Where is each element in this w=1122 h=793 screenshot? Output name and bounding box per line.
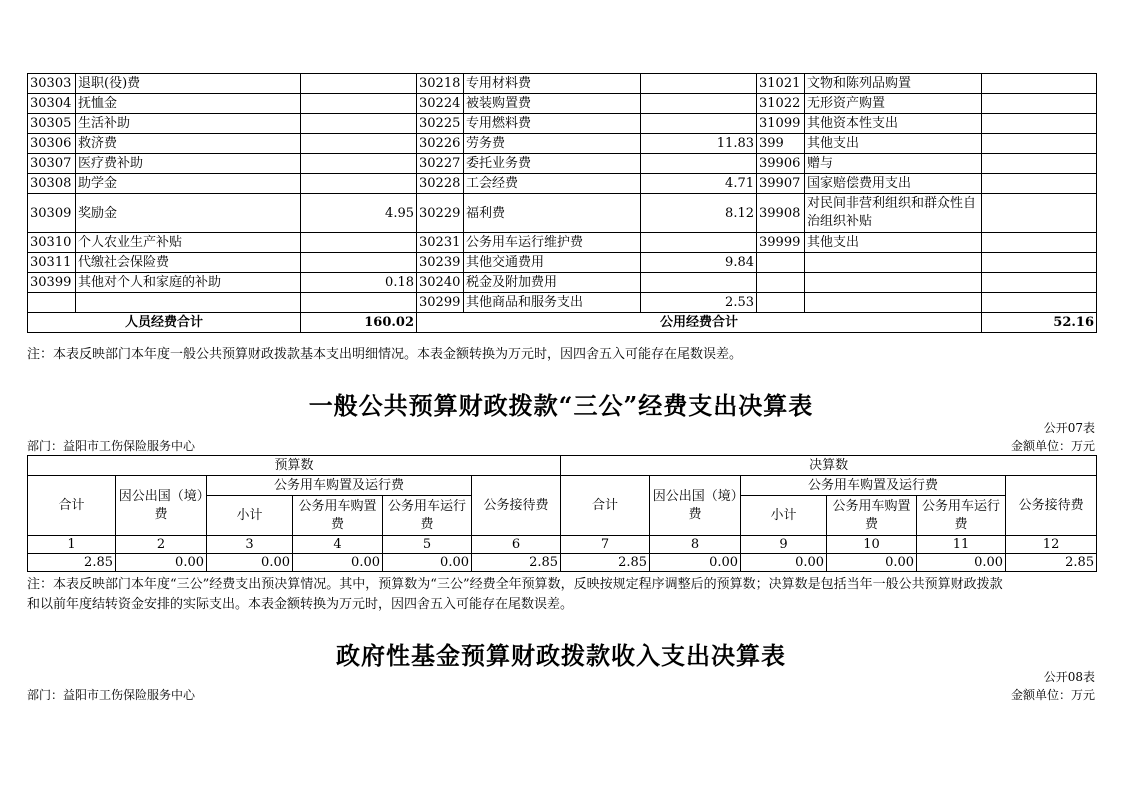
cell-value: 0.18 [301,273,417,293]
cell-name: 代缴社会保险费 [76,253,301,273]
cell-name: 奖励金 [76,194,301,233]
cell-value [641,273,757,293]
cell-code: 31099 [757,114,805,134]
table1-note: 注：本表反映部门本年度一般公共预算财政拨款基本支出明细情况。本表金额转换为万元时，因四舍五入可能存在尾数误差。 [27,347,743,362]
gov-fund-title: 政府性基金预算财政拨款收入支出决算表 [336,641,786,670]
cell-name: 劳务费 [464,134,641,154]
column-number: 3 [207,536,293,554]
table-row [28,194,1097,233]
total-personnel-value: 160.02 [301,313,417,333]
column-number: 9 [741,536,827,554]
cell-name: 专用燃料费 [464,114,641,134]
final-abroad-header: 因公出国（境）费 [650,476,741,536]
table-row [28,174,1097,194]
cell-name: 生活补助 [76,114,301,134]
cell-name: 其他支出 [805,134,982,154]
amount-value: 0.00 [383,554,472,572]
cell-name [805,273,982,293]
cell-code: 30304 [28,94,76,114]
cell-code: 30299 [417,293,464,313]
basic-expenditure-detail-table [27,73,1097,333]
cell-code: 30310 [28,233,76,253]
cell-name: 退职(役)费 [76,74,301,94]
amount-value: 2.85 [1006,554,1097,572]
table-row [28,293,1097,313]
cell-code: 30307 [28,154,76,174]
cell-value [301,154,417,174]
cell-value [982,174,1097,194]
cell-name: 医疗费补助 [76,154,301,174]
cell-code: 30229 [417,194,464,233]
table2-note-line2: 和以前年度结转资金安排的实际支出。本表金额转换为万元时，因四舍五入可能存在尾数误差。 [27,597,574,612]
cell-value [301,114,417,134]
final-purchase-header: 公务用车购置费 [827,496,917,536]
budget-group-header: 预算数 [28,456,561,476]
amount-value: 0.00 [650,554,741,572]
form-code-08: 公开08表 [1043,670,1095,684]
cell-value [641,94,757,114]
cell-value [982,233,1097,253]
final-group-header: 决算数 [561,456,1097,476]
cell-value [982,134,1097,154]
department-label: 部门：益阳市工伤保险服务中心 [27,439,196,453]
cell-value [301,174,417,194]
column-number: 5 [383,536,472,554]
cell-value [982,194,1097,233]
cell-name: 委托业务费 [464,154,641,174]
cell-value [982,94,1097,114]
cell-value [641,233,757,253]
table-row [28,134,1097,154]
final-reception-header: 公务接待费 [1006,476,1097,536]
three-public-expenses-title: 一般公共预算财政拨款“三公”经费支出决算表 [308,391,814,420]
column-number: 6 [472,536,561,554]
budget-purchase-header: 公务用车购置费 [293,496,383,536]
amount-unit-label: 金额单位：万元 [1010,439,1095,453]
column-number: 10 [827,536,917,554]
amount-value: 0.00 [116,554,207,572]
cell-name: 其他交通费用 [464,253,641,273]
cell-name [805,253,982,273]
amount-value: 0.00 [741,554,827,572]
cell-value: 8.12 [641,194,757,233]
cell-code: 30309 [28,194,76,233]
table-row [28,273,1097,293]
amount-value: 2.85 [561,554,650,572]
cell-value [301,94,417,114]
cell-code: 39907 [757,174,805,194]
cell-value [301,233,417,253]
three-public-expenses-table [27,455,1097,572]
cell-name: 公务用车运行维护费 [464,233,641,253]
cell-name: 被装购置费 [464,94,641,114]
cell-value: 4.95 [301,194,417,233]
cell-name: 抚恤金 [76,94,301,114]
table-row [28,154,1097,174]
final-vehicle-header: 公务用车购置及运行费 [741,476,1006,496]
amount-value: 2.85 [28,554,116,572]
values-row [28,554,1097,572]
table-row [28,253,1097,273]
cell-name: 其他对个人和家庭的补助 [76,273,301,293]
table-row [28,114,1097,134]
amount-value: 0.00 [917,554,1006,572]
cell-code [28,293,76,313]
cell-name: 其他资本性支出 [805,114,982,134]
cell-name: 文物和陈列品购置 [805,74,982,94]
column-number: 12 [1006,536,1097,554]
table-row [28,94,1097,114]
cell-code: 30240 [417,273,464,293]
cell-value [301,253,417,273]
cell-value [301,134,417,154]
cell-value [982,154,1097,174]
cell-name: 其他商品和服务支出 [464,293,641,313]
amount-value: 0.00 [827,554,917,572]
department-label-2: 部门：益阳市工伤保险服务中心 [27,688,196,702]
column-number-row [28,536,1097,554]
cell-value: 2.53 [641,293,757,313]
cell-value [982,293,1097,313]
budget-abroad-header: 因公出国（境）费 [116,476,207,536]
total-public-label: 公用经费合计 [417,313,982,333]
cell-name [805,293,982,313]
cell-name: 税金及附加费用 [464,273,641,293]
cell-value [982,114,1097,134]
budget-total-header: 合计 [28,476,116,536]
cell-name: 福利费 [464,194,641,233]
budget-reception-header: 公务接待费 [472,476,561,536]
cell-code: 30226 [417,134,464,154]
form-code-07: 公开07表 [1043,421,1095,435]
cell-name: 个人农业生产补贴 [76,233,301,253]
cell-code: 30306 [28,134,76,154]
cell-code [757,273,805,293]
cell-value [982,273,1097,293]
final-operation-header: 公务用车运行费 [917,496,1006,536]
column-number: 1 [28,536,116,554]
cell-code: 30305 [28,114,76,134]
cell-code: 399 [757,134,805,154]
cell-code: 31021 [757,74,805,94]
cell-value: 11.83 [641,134,757,154]
cell-value: 9.84 [641,253,757,273]
cell-name: 助学金 [76,174,301,194]
cell-value [301,74,417,94]
cell-code: 30218 [417,74,464,94]
final-subtotal-header: 小计 [741,496,827,536]
budget-operation-header: 公务用车运行费 [383,496,472,536]
cell-name: 无形资产购置 [805,94,982,114]
cell-value [641,74,757,94]
cell-value [641,154,757,174]
cell-code: 30311 [28,253,76,273]
cell-name: 其他支出 [805,233,982,253]
cell-code: 30228 [417,174,464,194]
column-number: 4 [293,536,383,554]
cell-code: 30224 [417,94,464,114]
amount-value: 2.85 [472,554,561,572]
total-public-value: 52.16 [982,313,1097,333]
column-number: 2 [116,536,207,554]
cell-value [982,253,1097,273]
totals-row [28,313,1097,333]
cell-name: 专用材料费 [464,74,641,94]
cell-value [641,114,757,134]
cell-code [757,253,805,273]
amount-unit-label-2: 金额单位：万元 [1010,688,1095,702]
cell-code: 30239 [417,253,464,273]
table-row [28,233,1097,253]
column-number: 7 [561,536,650,554]
cell-code: 30308 [28,174,76,194]
cell-value [301,293,417,313]
final-total-header: 合计 [561,476,650,536]
budget-subtotal-header: 小计 [207,496,293,536]
cell-name: 赠与 [805,154,982,174]
column-number: 11 [917,536,1006,554]
cell-value: 4.71 [641,174,757,194]
cell-name [76,293,301,313]
table-row [28,74,1097,94]
cell-value [982,74,1097,94]
cell-code: 30227 [417,154,464,174]
cell-code: 30303 [28,74,76,94]
amount-value: 0.00 [207,554,293,572]
table2-note-line1: 注：本表反映部门本年度“三公”经费支出预决算情况。其中，预算数为“三公”经费全年预算数，反映按规定程序调整后的预算数；决算数是包括当年一般公共预算财政拨款 [27,577,1003,592]
cell-name: 救济费 [76,134,301,154]
cell-name: 工会经费 [464,174,641,194]
cell-code: 30399 [28,273,76,293]
cell-code: 39908 [757,194,805,233]
cell-name: 对民间非营利组织和群众性自治组织补贴 [805,194,982,233]
cell-code: 30231 [417,233,464,253]
cell-code: 31022 [757,94,805,114]
cell-code [757,293,805,313]
total-personnel-label: 人员经费合计 [28,313,301,333]
budget-vehicle-header: 公务用车购置及运行费 [207,476,472,496]
cell-code: 30225 [417,114,464,134]
amount-value: 0.00 [293,554,383,572]
cell-name: 国家赔偿费用支出 [805,174,982,194]
column-number: 8 [650,536,741,554]
cell-code: 39906 [757,154,805,174]
cell-code: 39999 [757,233,805,253]
